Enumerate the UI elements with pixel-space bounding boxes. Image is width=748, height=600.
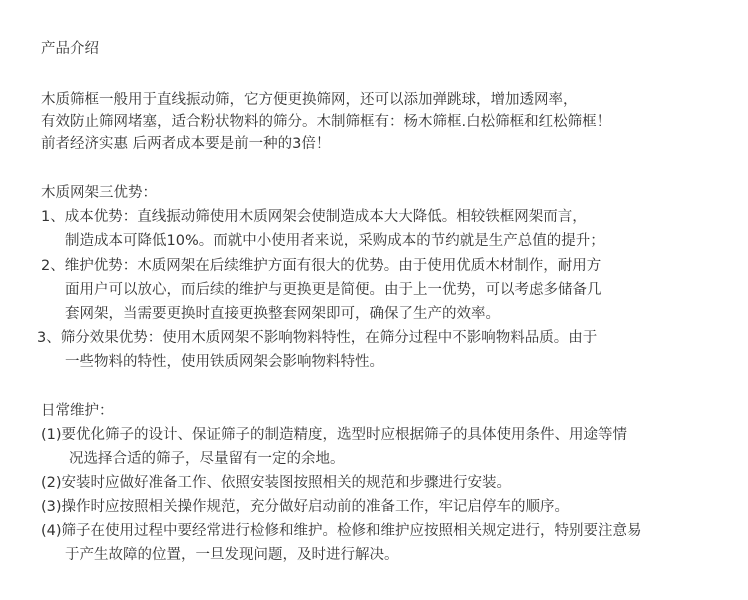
advantages-heading: 木质网架三优势： xyxy=(41,185,157,201)
advantage-item-maintenance-continued: 面用户可以放心，而后续的维护与更换更是简便。由于上一优势，可以考虑多储备几 xyxy=(65,282,602,298)
advantage-item-maintenance-continued: 套网架，当需要更换时直接更换整套网架即可，确保了生产的效率。 xyxy=(65,306,500,322)
advantage-item-screening: 3、筛分效果优势：使用木质网架不影响物料特性，在筛分过程中不影响物料品质。由于 xyxy=(37,330,598,346)
maintenance-item-design: (1)要优化筛子的设计、保证筛子的制造精度，选型时应根据筛子的具体使用条件、用途等情 xyxy=(41,427,628,443)
maintenance-item-operation: (3)操作时应按照相关操作规范，充分做好启动前的准备工作，牢记启停车的顺序。 xyxy=(41,499,570,515)
advantage-item-cost: 1、成本优势：直线振动筛使用木质网架会使制造成本大大降低。相较铁框网架而言， xyxy=(41,209,587,225)
intro-heading: 产品介绍 xyxy=(41,41,99,57)
intro-paragraph-line: 有效防止筛网堵塞，适合粉状物料的筛分。木制筛框有：杨木筛框.白松筛框和红松筛框！ xyxy=(41,114,612,130)
maintenance-heading: 日常维护： xyxy=(41,403,114,419)
intro-paragraph-line: 木质筛框一般用于直线振动筛，它方便更换筛网，还可以添加弹跳球，增加透网率， xyxy=(41,92,578,108)
advantage-item-maintenance: 2、维护优势：木质网架在后续维护方面有很大的优势。由于使用优质木材制作，耐用方 xyxy=(41,258,602,274)
maintenance-item-design-continued: 况选择合适的筛子，尽量留有一定的余地。 xyxy=(69,451,345,467)
maintenance-item-installation: (2)安装时应做好准备工作、依照安装图按照相关的规范和步骤进行安装。 xyxy=(41,475,512,491)
maintenance-item-inspection-continued: 于产生故障的位置，一旦发现问题，及时进行解决。 xyxy=(65,547,399,563)
advantage-item-screening-continued: 一些物料的特性，使用铁质网架会影响物料特性。 xyxy=(65,354,384,370)
advantage-item-cost-continued: 制造成本可降低10%。而就中小使用者来说，采购成本的节约就是生产总值的提升； xyxy=(65,233,605,249)
maintenance-item-inspection: (4)筛子在使用过程中要经常进行检修和维护。检修和维护应按照相关规定进行，特别要注意易 xyxy=(41,523,642,539)
intro-paragraph-line: 前者经济实惠 后两者成本要是前一种的3倍！ xyxy=(41,136,331,152)
